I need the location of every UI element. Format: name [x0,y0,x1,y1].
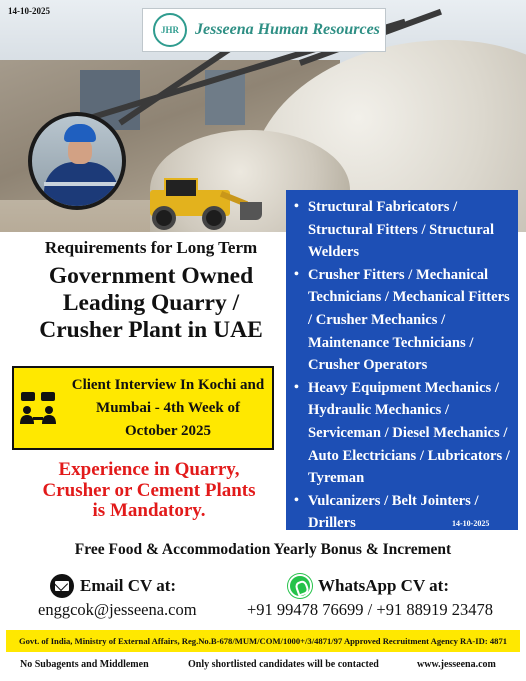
website-link[interactable]: www.jesseena.com [417,659,496,670]
company-seal-icon: JHR [153,13,187,47]
email-icon [50,574,74,598]
interview-box [12,366,274,450]
email-label: Email CV at: [80,576,177,595]
requirement-heading: Requirements for Long Term [44,238,258,257]
job-list-panel [286,190,518,530]
email-address[interactable]: enggcok@jesseena.com [38,600,197,619]
job-item: • Structural Fabricators / Structural Fitters / Structural Welders [294,196,510,264]
no-subagents-note: No Subagents and Middlemen [20,659,149,670]
mandatory-line: is Mandatory. [92,500,206,521]
wheel-loader [140,178,265,230]
benefits-line: Free Food & Accommodation Yearly Bonus & Increment [74,541,452,558]
interview-icon [18,390,58,426]
date-label-bottom: 14-10-2025 [452,519,490,528]
job-item: • Vulcanizers / Belt Jointers / Drillers [294,490,510,535]
headline-line: Government Owned [48,263,254,289]
headline [10,263,292,344]
date-label: 14-10-2025 [8,6,50,16]
headline-line: Leading Quarry / [62,290,240,316]
job-item: • Heavy Equipment Mechanics / Hydraulic Mechanics / Serviceman / Diesel Mechanics / Auto Electricians / Lubricators / Tyreman [294,377,510,490]
interview-line: Client Interview In Kochi and [71,377,265,393]
company-name: Jesseena Human Resources [195,21,380,38]
govt-registration-notice: Govt. of India, Ministry of External Affairs, Reg.No.B-678/MUM/COM/1000+/3/4871/97 Approved Recruitment Agency RA-ID: 4871 [6,630,520,652]
worker-photo [28,112,126,210]
whatsapp-contact [288,574,449,598]
headline-line: Crusher Plant in UAE [39,317,263,343]
shortlist-note: Only shortlisted candidates will be contacted [188,659,379,670]
email-contact [50,574,176,598]
whatsapp-numbers[interactable]: +91 99478 76699 / +91 88919 23478 [247,600,493,619]
mandatory-notice [18,460,280,522]
company-logo [142,8,386,52]
job-item: • Crusher Fitters / Mechanical Technicians / Mechanical Fitters / Crusher Mechanics / Maintenance Technicians / Crusher Operators [294,264,510,377]
mandatory-line: Crusher or Cement Plants [42,479,256,501]
interview-line: October 2025 [125,423,211,439]
interview-line: Mumbai - 4th Week of [96,400,240,416]
interview-text [66,374,270,443]
mandatory-line: Experience in Quarry, [58,459,240,480]
whatsapp-label: WhatsApp CV at: [318,576,449,595]
whatsapp-icon [288,574,312,598]
